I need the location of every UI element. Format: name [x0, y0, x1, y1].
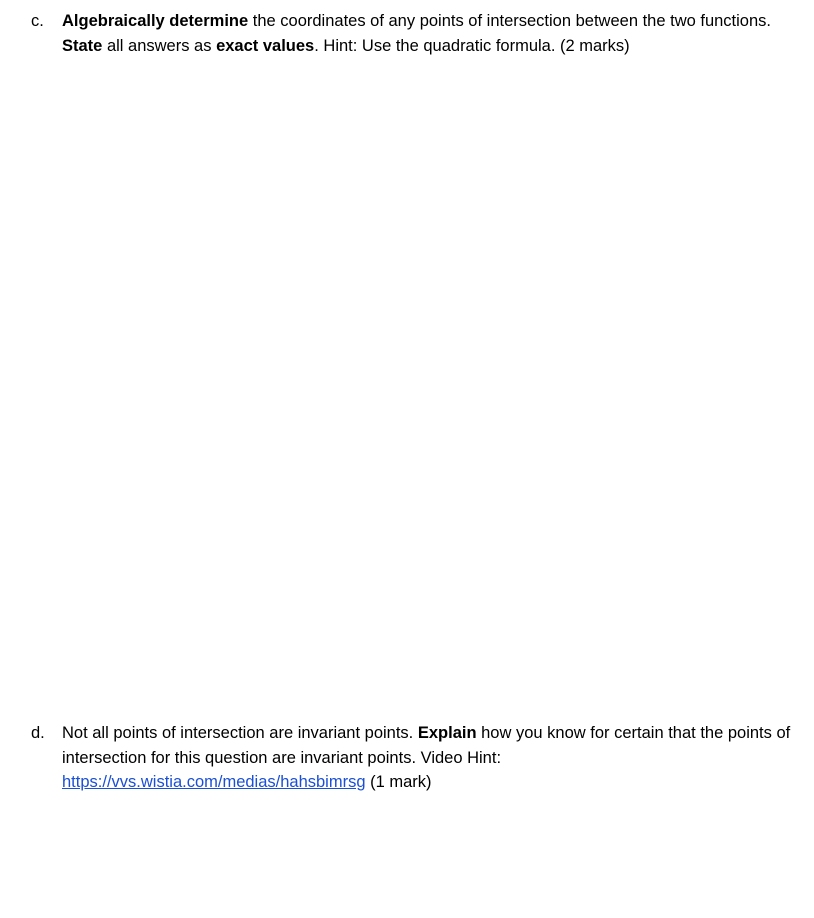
question-c-text-3: . Hint: Use the quadratic formula. (2 marks): [314, 36, 630, 55]
question-c-bold-exact-values: exact values: [216, 36, 315, 55]
question-c-text: [62, 9, 791, 58]
question-d: [31, 721, 791, 795]
question-d-bold-explain: Explain: [417, 724, 477, 742]
video-hint-link[interactable]: https://vvs.wistia.com/medias/hahsbimrsg: [62, 773, 366, 791]
answer-space-c[interactable]: [62, 64, 782, 704]
question-c-text-2: all answers as: [102, 36, 217, 55]
question-c-bold-algebraically: Algebraically determine: [62, 12, 249, 30]
question-c-text-1: the coordinates of any points of intersection between the two functions.: [248, 12, 771, 30]
question-d-text: [62, 721, 791, 795]
question-d-text-2: how you know for certain that the points of intersection for this question are invariant points. Video Hint:: [62, 724, 791, 767]
question-d-marker: d.: [31, 724, 45, 742]
question-d-text-3: (1 mark): [365, 773, 432, 791]
question-d-text-1: Not all points of intersection are invariant points.: [62, 724, 418, 742]
question-c-marker: c.: [31, 12, 44, 30]
question-c-bold-state: State: [62, 36, 103, 55]
question-c: [31, 9, 791, 58]
